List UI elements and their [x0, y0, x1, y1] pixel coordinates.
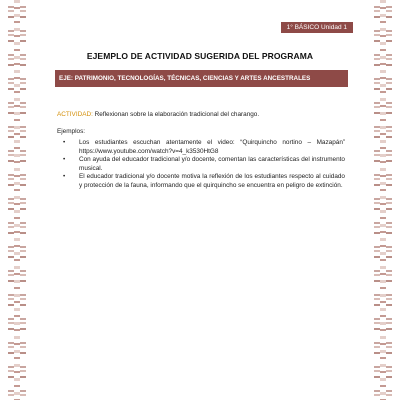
example-text: Los estudiantes escuchan atentamente el video: “Quirquincho nortino – Mazapán” https://www.youtube.com/watch?v=4_k3530HtG8 — [79, 139, 345, 155]
list-item — [57, 139, 345, 156]
activity-label: ACTIVIDAD: — [57, 111, 93, 118]
axis-banner: EJE: PATRIMONIO, TECNOLOGÍAS, TÉCNICAS, CIENCIAS Y ARTES ANCESTRALES — [55, 70, 348, 87]
examples-label: Ejemplos: — [57, 128, 86, 135]
page-title: EJEMPLO DE ACTIVIDAD SUGERIDA DEL PROGRAMA — [86, 51, 314, 61]
unit-tab: 1° BÁSICO Unidad 1 — [281, 22, 353, 33]
example-text: El educador tradicional y/o docente motiva la reflexión de los estudiantes respecto al cuidado y protección de la fauna, informando que el quirquincho se encuentra en peligro de extinción. — [79, 173, 345, 189]
example-text: Con ayuda del educador tradicional y/o docente, comentan las características del instrumento musical. — [79, 156, 345, 172]
bullet-icon: • — [63, 139, 66, 146]
activity-line — [57, 111, 347, 119]
bullet-icon: • — [63, 173, 66, 181]
list-item — [57, 156, 345, 173]
activity-text: Reflexionan sobre la elaboración tradicional del charango. — [92, 111, 260, 118]
list-item — [57, 173, 345, 190]
bullet-icon: • — [63, 156, 66, 164]
examples-list — [57, 139, 345, 191]
